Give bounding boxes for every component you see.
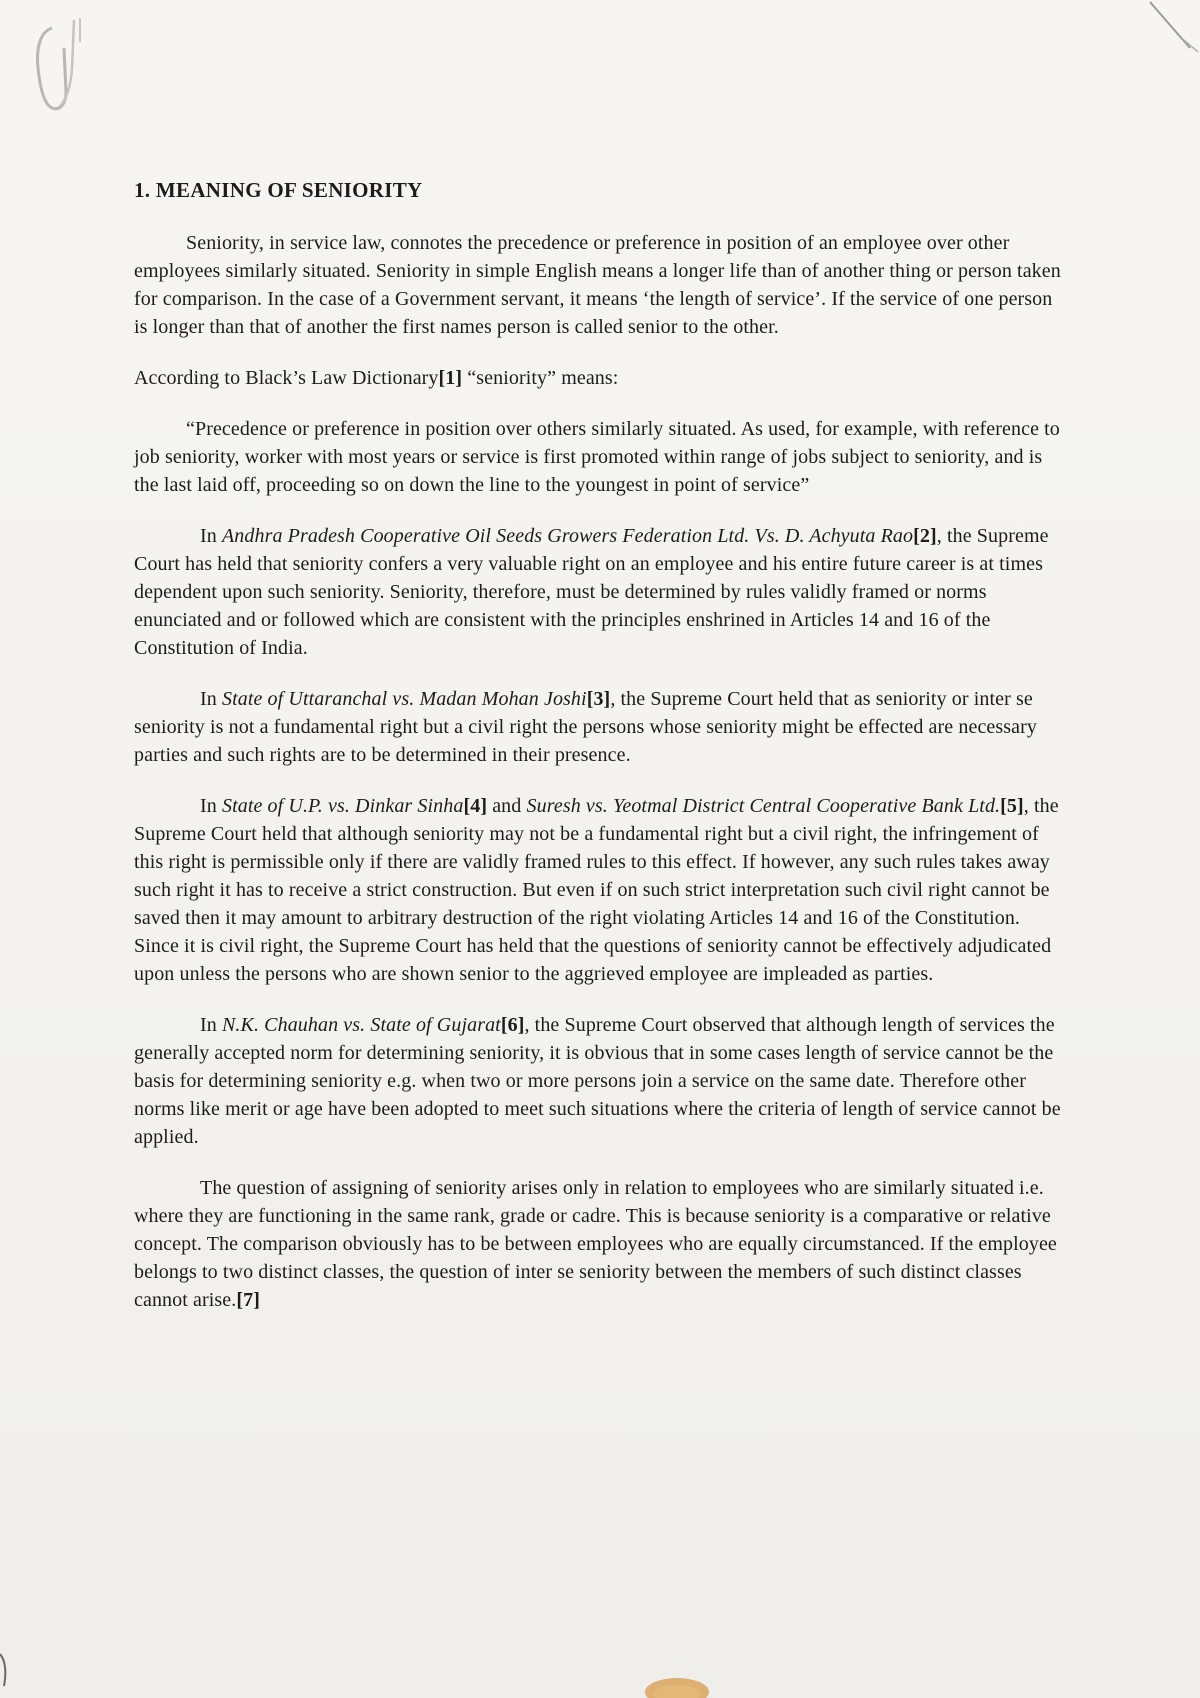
case-joiner: and [487, 795, 527, 817]
case-name-uttaranchal: State of Uttaranchal vs. Madan Mohan Joshi [221, 688, 587, 710]
case-lead: In [200, 1014, 222, 1036]
case-name-chauhan: N.K. Chauhan vs. State of Gujarat [221, 1014, 501, 1036]
footnote-ref-6[interactable]: [6] [500, 1014, 525, 1036]
paragraph-text: The question of assigning of seniority arises only in relation to employees who are similarly situated i.e. where they are functioning in the same rank, grade or cadre. This is because seniority is a comparative or relative concept. The comparison obviously has to be between employees who are equally circumstanced. If the employee belongs to two distinct classes, the question of inter se seniority between the members of such distinct classes cannot arise. [134, 1177, 1057, 1311]
case-text: , the Supreme Court observed that although length of services the generally accepted norm for determining seniority, it is obvious that in some cases length of service cannot be the basis for determining seniority e.g. when two or more persons join a service on the same date. Therefore other norms like merit or age have been adopted to meet such situations where the criteria of length of service cannot be applied. [134, 1014, 1061, 1148]
section-heading: 1. MEANING OF SENIORITY [134, 178, 423, 202]
bottom-stain-mark [642, 1670, 712, 1698]
case-lead: In [200, 525, 222, 547]
footnote-ref-7[interactable]: [7] [236, 1289, 260, 1311]
case-lead: In [200, 688, 222, 710]
paragraph-seniority-assignment [134, 1174, 1064, 1314]
intro-text-end: “seniority” means: [462, 367, 619, 389]
paragraph-uttaranchal-case [134, 685, 1064, 769]
document-body [134, 178, 1064, 1337]
edge-smudge-mark [0, 1650, 14, 1690]
corner-crease-mark [1140, 0, 1200, 60]
paragraph-definition: Seniority, in service law, connotes the precedence or preference in position of an employee over other employees similarly situated. Seniority in simple English means a longer life than of another thing or person taken for comparison. In the case of a Government servant, it means ‘the length of service’. If the service of one person is longer than that of another the first names person is called senior to the other. [134, 232, 1061, 338]
footnote-ref-1[interactable]: [1] [438, 367, 463, 389]
paragraph-blacks-law-quote: “Precedence or preference in position over others similarly situated. As used, for example, with reference to job seniority, worker with most years or service is first promoted within range of jobs subject to seniority, and is the last laid off, proceeding so on down the line to the youngest in point of service” [134, 418, 1060, 496]
intro-text: According to Black’s Law Dictionary [134, 367, 439, 389]
case-text: , the Supreme Court has held that seniority confers a very valuable right on an employee and his entire future career is at times dependent upon such seniority. Seniority, therefore, must be determined by rules validly framed or norms enunciated and or followed which are consistent with the principles enshrined in Articles 14 and 16 of the Constitution of India. [134, 525, 1049, 659]
paper-clip-mark [22, 8, 92, 118]
paragraph-dinkar-sinha-case [134, 792, 1064, 988]
case-name-dinkar-sinha: State of U.P. vs. Dinkar Sinha [221, 795, 464, 817]
footnote-ref-5[interactable]: [5] [1000, 795, 1024, 817]
footnote-ref-3[interactable]: [3] [586, 688, 611, 710]
case-name-suresh: Suresh vs. Yeotmal District Central Cooperative Bank Ltd. [526, 795, 1001, 817]
case-lead: In [200, 795, 222, 817]
footnote-ref-4[interactable]: [4] [463, 795, 488, 817]
paragraph-chauhan-case [134, 1011, 1064, 1151]
footnote-ref-2[interactable]: [2] [913, 525, 937, 547]
case-text: , the Supreme Court held that although seniority may not be a fundamental right but a civil right, the infringement of this right is permissible only if there are validly framed rules to this effect. If however, any such rules takes away such right it has to receive a strict construction. But even if on such strict interpretation such civil right cannot be saved then it may amount to arbitrary destruction of the right violating Articles 14 and 16 of the Constitution. Since it is civil right, the Supreme Court has held that the questions of seniority cannot be effectively adjudicated upon unless the persons who are shown senior to the aggrieved employee are impleaded as parties. [134, 795, 1059, 985]
paragraph-andhra-pradesh-case [134, 522, 1064, 662]
case-name-andhra-pradesh: Andhra Pradesh Cooperative Oil Seeds Growers Federation Ltd. Vs. D. Achyuta Rao [221, 525, 914, 547]
case-text: , the Supreme Court held that as seniority or inter se seniority is not a fundamental right but a civil right the persons whose seniority might be effected are necessary parties and such rights are to be determined in their presence. [134, 688, 1038, 766]
paragraph-blacks-law-intro [134, 364, 1064, 392]
